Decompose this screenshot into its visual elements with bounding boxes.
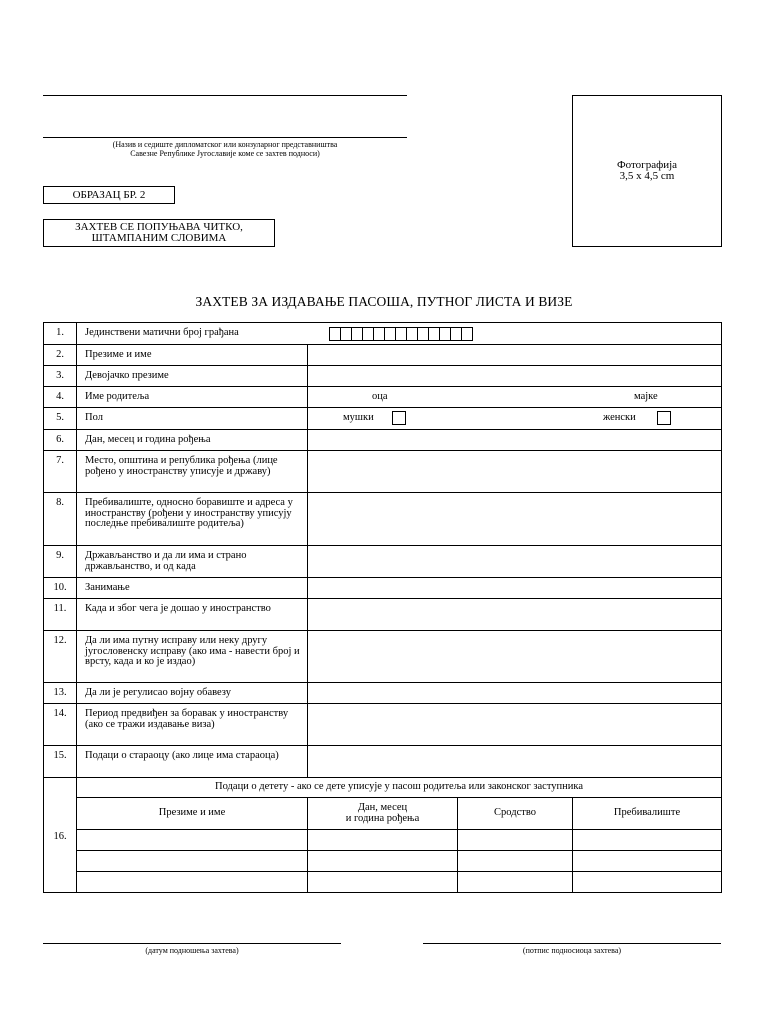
page-title: ЗАХТЕВ ЗА ИЗДАВАЊЕ ПАСОША, ПУТНОГ ЛИСТА И ВИЗЕ (195, 294, 573, 309)
child-row (44, 830, 722, 851)
row-6: 6. Дан, месец и година рођења (44, 430, 722, 451)
date-line[interactable] (43, 943, 341, 944)
col-name: Презиме и име (77, 798, 308, 830)
date-caption: (датум подношења захтева) (145, 946, 239, 955)
row-15: 15. Подаци о стараоцу (ако лице има стараоца) (44, 746, 722, 778)
child-name-field[interactable] (77, 830, 308, 851)
col-residence: Пребивалиште (573, 798, 722, 830)
child-section-heading-row (44, 778, 722, 798)
col-relation: Сродство (458, 798, 573, 830)
travel-document-field[interactable] (308, 631, 722, 683)
signature-line[interactable] (423, 943, 721, 944)
photo-label: Фотографија (616, 159, 678, 171)
row-11: 11. Када и због чега је дошао у иностранство (44, 599, 722, 631)
row-label: Јединствени матични број грађана (85, 327, 239, 338)
female-label: женски (603, 412, 636, 423)
child-relation-field[interactable] (458, 830, 573, 851)
child-birth-field[interactable] (308, 851, 458, 872)
child-relation-field[interactable] (458, 851, 573, 872)
row-1 (44, 323, 722, 345)
female-checkbox[interactable] (657, 411, 671, 425)
child-columns-row (44, 798, 722, 830)
jmbg-digit-boxes (330, 327, 473, 341)
row-9: 9. Држављанство и да ли има и страно држављанство, и од када (44, 546, 722, 578)
photo-box (572, 95, 722, 247)
row-8: 8. Пребивалиште, односно боравиште и адреса у иностранству (рођени у иностранству уписују последње пребивалиште родитеља) (44, 493, 722, 546)
child-relation-field[interactable] (458, 872, 573, 893)
birth-place-field[interactable] (308, 451, 722, 493)
consulate-line-top (43, 95, 407, 96)
arrival-reason-field[interactable] (308, 599, 722, 631)
signature-caption: (потпис подносиоца захтева) (522, 946, 622, 955)
instruction-line2: ШТАМПАНИМ СЛОВИМА (91, 232, 227, 244)
application-form-table (43, 322, 722, 893)
form-number: ОБРАЗАЦ БР. 2 (72, 188, 146, 201)
instruction-box (43, 219, 275, 247)
instruction-line1: ЗАХТЕВ СЕ ПОПУЊАВА ЧИТКО, (75, 221, 243, 233)
military-service-field[interactable] (308, 683, 722, 704)
child-row (44, 872, 722, 893)
digit-box[interactable] (461, 327, 473, 341)
row-2: 2. Презиме и име (44, 345, 722, 366)
child-row (44, 851, 722, 872)
male-label: мушки (343, 412, 374, 423)
row-10: 10. Занимање (44, 578, 722, 599)
maiden-name-field[interactable] (308, 366, 722, 387)
row-number: 1. (44, 323, 77, 345)
male-checkbox[interactable] (392, 411, 406, 425)
child-name-field[interactable] (77, 851, 308, 872)
mother-label: мајке (634, 391, 658, 402)
photo-size: 3,5 x 4,5 cm (619, 170, 675, 182)
father-label: оца (372, 391, 388, 402)
consulate-caption: (Назив и седиште дипломатског или конзуларног представништва Савезне Републике Југославије коме се захтев подноси) (112, 140, 338, 158)
row-13: 13. Да ли је регулисао војну обавезу (44, 683, 722, 704)
child-residence-field[interactable] (573, 830, 722, 851)
row-16-number: 16. (44, 778, 77, 893)
row-3: 3. Девојачко презиме (44, 366, 722, 387)
citizenship-field[interactable] (308, 546, 722, 578)
col-birth: Дан, месец и година рођења (308, 798, 458, 830)
occupation-field[interactable] (308, 578, 722, 599)
form-number-box (43, 186, 175, 204)
stay-period-field[interactable] (308, 704, 722, 746)
child-birth-field[interactable] (308, 830, 458, 851)
row-7: 7. Место, општина и република рођења (лице рођено у иностранству уписује и државу) (44, 451, 722, 493)
row-14: 14. Период предвиђен за боравак у иностранству (ако се тражи издавање виза) (44, 704, 722, 746)
consulate-line-bottom (43, 137, 407, 138)
child-birth-field[interactable] (308, 872, 458, 893)
residence-address-field[interactable] (308, 493, 722, 546)
child-section-heading: Подаци о детету - ако се дете уписује у пасош родитеља или законског заступника (77, 778, 722, 798)
row-5: 5. Пол мушки женски (44, 408, 722, 430)
child-residence-field[interactable] (573, 851, 722, 872)
birth-date-field[interactable] (308, 430, 722, 451)
child-residence-field[interactable] (573, 872, 722, 893)
surname-name-field[interactable] (308, 345, 722, 366)
sex-field (308, 408, 722, 430)
parents-names-field[interactable] (308, 387, 722, 408)
guardian-field[interactable] (308, 746, 722, 778)
row-12: 12. Да ли има путну исправу или неку другу југословенску исправу (ако има - навести број и врсту, када и ко је издао) (44, 631, 722, 683)
row-4: 4. Име родитеља оца мајке (44, 387, 722, 408)
child-name-field[interactable] (77, 872, 308, 893)
